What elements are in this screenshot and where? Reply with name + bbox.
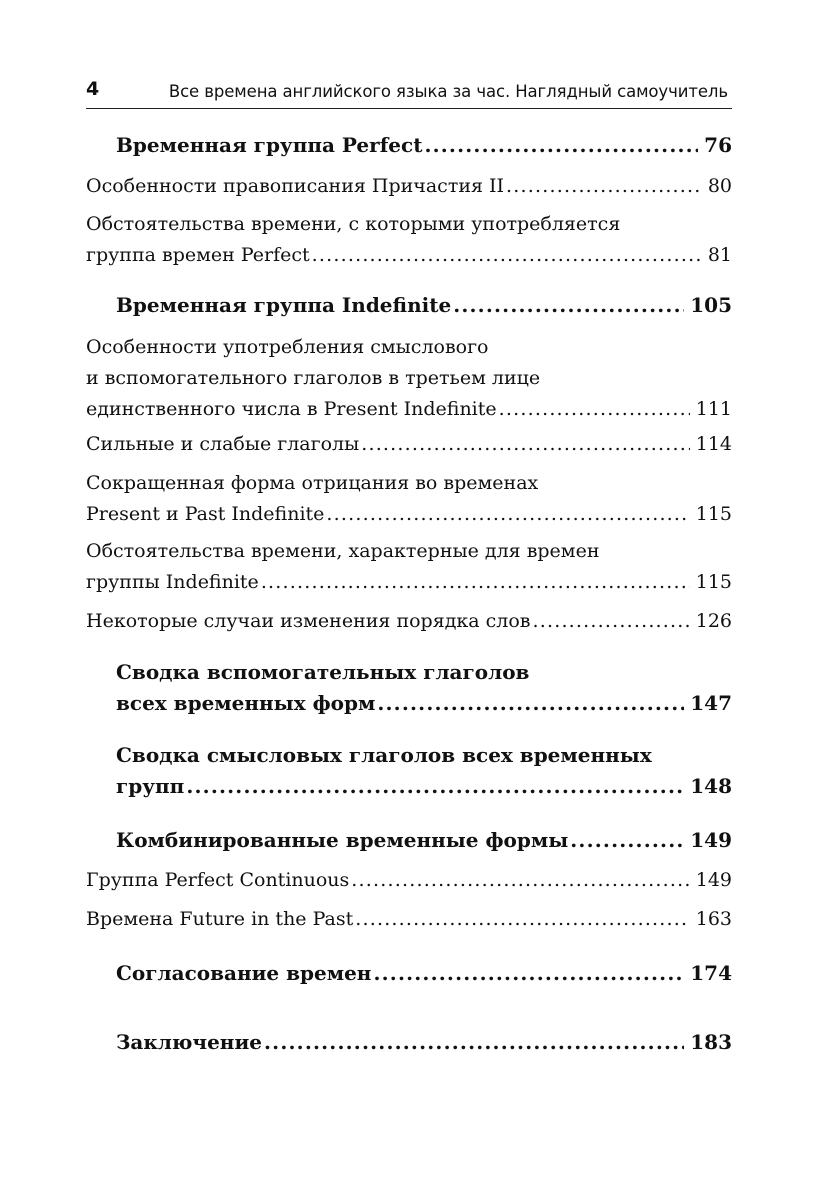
toc-page-number: 114 bbox=[695, 433, 732, 455]
toc-entry[interactable] bbox=[86, 290, 732, 321]
toc-page-number: 105 bbox=[690, 293, 732, 317]
toc-entry-title-line: и вспомогательного глаголов в третьем лице bbox=[86, 367, 541, 389]
running-title: Все времена английского языка за час. Наглядный самоучитель bbox=[168, 82, 728, 101]
toc-page-number: 126 bbox=[695, 610, 732, 632]
toc-entry-title: группа времен Perfect bbox=[86, 244, 310, 266]
toc-entry-title: Present и Past Indefinite bbox=[86, 503, 325, 525]
toc-entry[interactable] bbox=[86, 1027, 732, 1058]
toc-entry[interactable] bbox=[86, 130, 732, 161]
toc-entry[interactable] bbox=[86, 171, 732, 202]
toc-entry[interactable] bbox=[86, 429, 732, 460]
dot-leader bbox=[424, 130, 698, 161]
toc-page-number: 163 bbox=[695, 908, 732, 930]
dot-leader bbox=[261, 567, 690, 598]
toc-entry-title: группы Indefinite bbox=[86, 571, 259, 593]
dot-leader bbox=[351, 865, 689, 896]
dot-leader bbox=[377, 688, 684, 719]
toc-page-number: 149 bbox=[695, 869, 732, 891]
page-header bbox=[86, 76, 732, 109]
toc-page-number: 81 bbox=[707, 244, 732, 266]
toc-page-number: 111 bbox=[695, 398, 732, 420]
toc-page-number: 183 bbox=[690, 1030, 732, 1054]
dot-leader bbox=[312, 240, 702, 271]
toc-entry-title: Временная группа Perfect bbox=[116, 133, 423, 157]
toc-entry-title-line: Обстоятельства времени, с которыми употребляется bbox=[86, 213, 621, 235]
toc-entry-title: групп bbox=[116, 774, 185, 798]
toc-entry[interactable] bbox=[86, 865, 732, 896]
dot-leader bbox=[373, 958, 684, 989]
toc-entry[interactable] bbox=[86, 468, 732, 530]
dot-leader bbox=[326, 499, 689, 530]
toc-entry-title-line: Сводка смысловых глаголов всех временных bbox=[116, 743, 652, 767]
toc-page-number: 76 bbox=[704, 133, 732, 157]
toc-page-number: 174 bbox=[690, 961, 732, 985]
toc-entry-title: Группа Perfect Continuous bbox=[86, 869, 350, 891]
toc-entry[interactable] bbox=[86, 740, 732, 802]
toc-entry-title-line: Особенности употребления смыслового bbox=[86, 336, 489, 358]
page-number: 4 bbox=[86, 78, 100, 100]
toc-entry-title: Заключение bbox=[116, 1030, 262, 1054]
toc-page-number: 148 bbox=[690, 774, 732, 798]
toc-entry-title: Временная группа Indefinite bbox=[116, 293, 452, 317]
toc-entry-title: единственного числа в Present Indefinite bbox=[86, 398, 497, 420]
dot-leader bbox=[355, 904, 690, 935]
dot-leader bbox=[499, 394, 690, 425]
toc-page-number: 80 bbox=[707, 175, 732, 197]
dot-leader bbox=[186, 771, 684, 802]
toc-page-number: 149 bbox=[690, 828, 732, 852]
toc-entry[interactable] bbox=[86, 958, 732, 989]
toc-entry[interactable] bbox=[86, 825, 732, 856]
toc-entry[interactable] bbox=[86, 536, 732, 598]
toc-entry-title: Комбинированные временные формы bbox=[116, 828, 569, 852]
toc-page-number: 115 bbox=[695, 571, 732, 593]
toc-entry-title-line: Сокращенная форма отрицания во временах bbox=[86, 472, 539, 494]
toc-entry-title-line: Сводка вспомогательных глаголов bbox=[116, 660, 530, 684]
toc-entry-title: Согласование времен bbox=[116, 961, 372, 985]
toc-entry-title: Некоторые случаи изменения порядка слов bbox=[86, 610, 531, 632]
toc-entry-title-line: Обстоятельства времени, характерные для времен bbox=[86, 540, 600, 562]
toc-page-number: 115 bbox=[695, 503, 732, 525]
dot-leader bbox=[570, 825, 684, 856]
toc-entry[interactable] bbox=[86, 657, 732, 719]
dot-leader bbox=[453, 290, 684, 321]
dot-leader bbox=[264, 1027, 684, 1058]
toc-entry[interactable] bbox=[86, 209, 732, 271]
toc-entry[interactable] bbox=[86, 904, 732, 935]
dot-leader bbox=[361, 429, 690, 460]
toc-entry[interactable] bbox=[86, 332, 732, 425]
toc-page-number: 147 bbox=[690, 691, 732, 715]
toc-entry-title: всех временных форм bbox=[116, 691, 376, 715]
toc-entry[interactable] bbox=[86, 606, 732, 637]
dot-leader bbox=[506, 171, 702, 202]
toc-entry-title: Сильные и слабые глаголы bbox=[86, 433, 360, 455]
toc-entry-title: Времена Future in the Past bbox=[86, 908, 354, 930]
toc-entry-title: Особенности правописания Причастия II bbox=[86, 175, 505, 197]
dot-leader bbox=[532, 606, 689, 637]
